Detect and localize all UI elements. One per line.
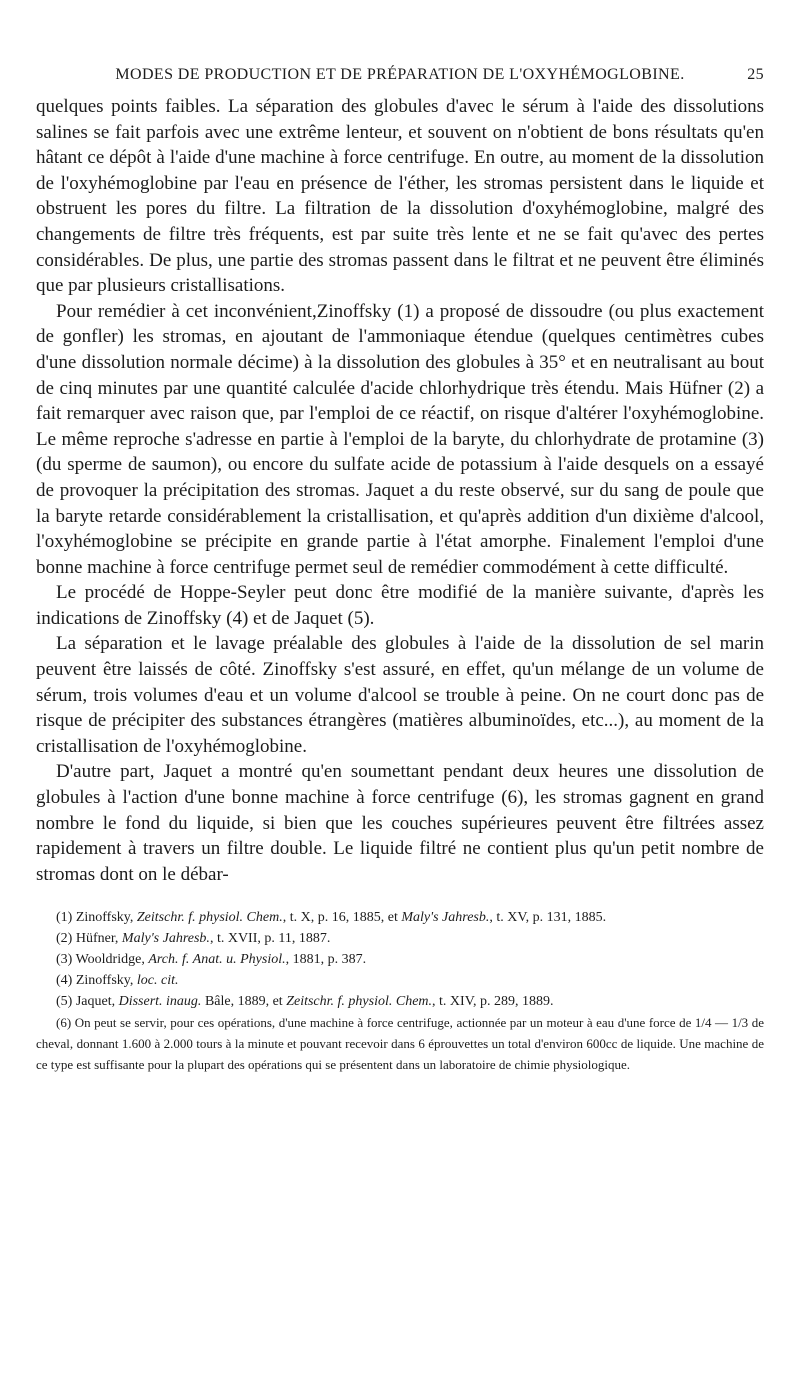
paragraph-4: La séparation et le lavage préalable des globules à l'aide de la dissolution de sel marin peuvent être laissés de côté. Zinoffsky s'est assuré, en effet, qu'un mélange de un volume de sérum, trois volumes d'eau et un volume d'alcool se trouble à peine. On ne court donc pas de risque de précipiter des substances étrangères (matières albuminoïdes, etc...), au moment de la cristallisation de l'oxyhémoglobine. bbox=[36, 633, 764, 757]
paragraph-1: quelques points faibles. La séparation des globules d'avec le sérum à l'aide des dissolutions salines se fait parfois avec une extrême lenteur, et souvent on n'obtient de bons résultats qu'en hâtant ce dépôt à l'aide d'une machine à force centrifuge. En outre, au moment de la dissolution de l'oxyhémoglobine par l'eau en présence de l'éther, les stromas persistent dans le liquide et obstruent les pores du filtre. La filtration de la dissolution d'oxyhémoglobine, malgré des changements de filtre très fréquents, est par suite très lente et ne se fait qu'avec des pertes considérables. De plus, une partie des stromas passent dans le filtrat et ne peuvent être éliminés que par plusieurs cristallisations. bbox=[36, 96, 764, 297]
page-number: 25 bbox=[747, 66, 764, 83]
paragraph-2: Pour remédier à cet inconvénient,Zinoffsky (1) a proposé de dissoudre (ou plus exactement de gonfler) les stromas, en ajoutant de l'ammoniaque étendue (quelques centimètres cubes d'une dissolution normale décime) à la dissolution des globules à 35° et en neutralisant au bout de cinq minutes par une quantité calculée d'acide chlorhydrique très étendu. Mais Hüfner (2) a fait remarquer avec raison que, par l'emploi de ce réactif, on risque d'altérer l'oxyhémoglobine. Le même reproche s'adresse en partie à l'emploi de la baryte, du chlorhydrate de protamine (3) (du sperme de saumon), ou encore du sulfate acide de potassium à l'aide desquels on a essayé de provoquer la précipitation des stromas. Jaquet a du reste observé, sur du sang de poule que la baryte retarde considérablement la cristallisation, et qu'après addition d'un dixième d'alcool, l'oxyhémoglobine se précipite en grande partie à l'état amorphe. Finalement l'emploi d'une bonne machine à force centrifuge permet seul de remédier commodément à cette difficulté. bbox=[36, 300, 764, 578]
running-title: MODES DE PRODUCTION ET DE PRÉPARATION DE L'OXYHÉMOGLOBINE. bbox=[115, 66, 685, 83]
running-header bbox=[36, 66, 764, 92]
paragraph-5: D'autre part, Jaquet a montré qu'en soumettant pendant deux heures une dissolution de globules à l'action d'une bonne machine à force centrifuge (6), les stromas gagnent en grand nombre le fond du liquide, si bien que les couches supérieures peuvent être filtrées assez rapidement à travers un filtre double. Le liquide filtré ne contient plus qu'un petit nombre de stromas dont on le débar- bbox=[36, 761, 764, 885]
footnote-6: (6) On peut se servir, pour ces opérations, d'une machine à force centrifuge, actionnée par un moteur à eau d'une force de 1/4 — 1/3 de cheval, donnant 1.600 à 2.000 tours à la minute et pouvant recevoir dans 6 éprouvettes un total d'environ 600cc de liquide. Une machine de ce type est suffisante pour la plupart des opérations qui se présentent dans un laboratoire de chimie physiologique. bbox=[36, 1015, 764, 1073]
footnote-3: (3) Wooldridge, Arch. f. Anat. u. Physiol., 1881, p. 387. bbox=[56, 952, 367, 968]
footnotes bbox=[36, 907, 764, 1075]
paragraph-3: Le procédé de Hoppe-Seyler peut donc être modifié de la manière suivante, d'après les indications de Zinoffsky (4) et de Jaquet (5). bbox=[36, 582, 764, 629]
body-text bbox=[36, 94, 764, 887]
footnote-2: (2) Hüfner, Maly's Jahresb., t. XVII, p. 11, 1887. bbox=[56, 931, 331, 947]
footnote-1: (1) Zinoffsky, Zeitschr. f. physiol. Chem., t. X, p. 16, 1885, et Maly's Jahresb., t. XV, p. 131, 1885. bbox=[56, 910, 607, 926]
footnote-5: (5) Jaquet, Dissert. inaug. Bâle, 1889, et Zeitschr. f. physiol. Chem., t. XIV, p. 289, 1889. bbox=[56, 994, 554, 1010]
footnote-4: (4) Zinoffsky, loc. cit. bbox=[56, 973, 179, 989]
page bbox=[36, 66, 764, 1075]
